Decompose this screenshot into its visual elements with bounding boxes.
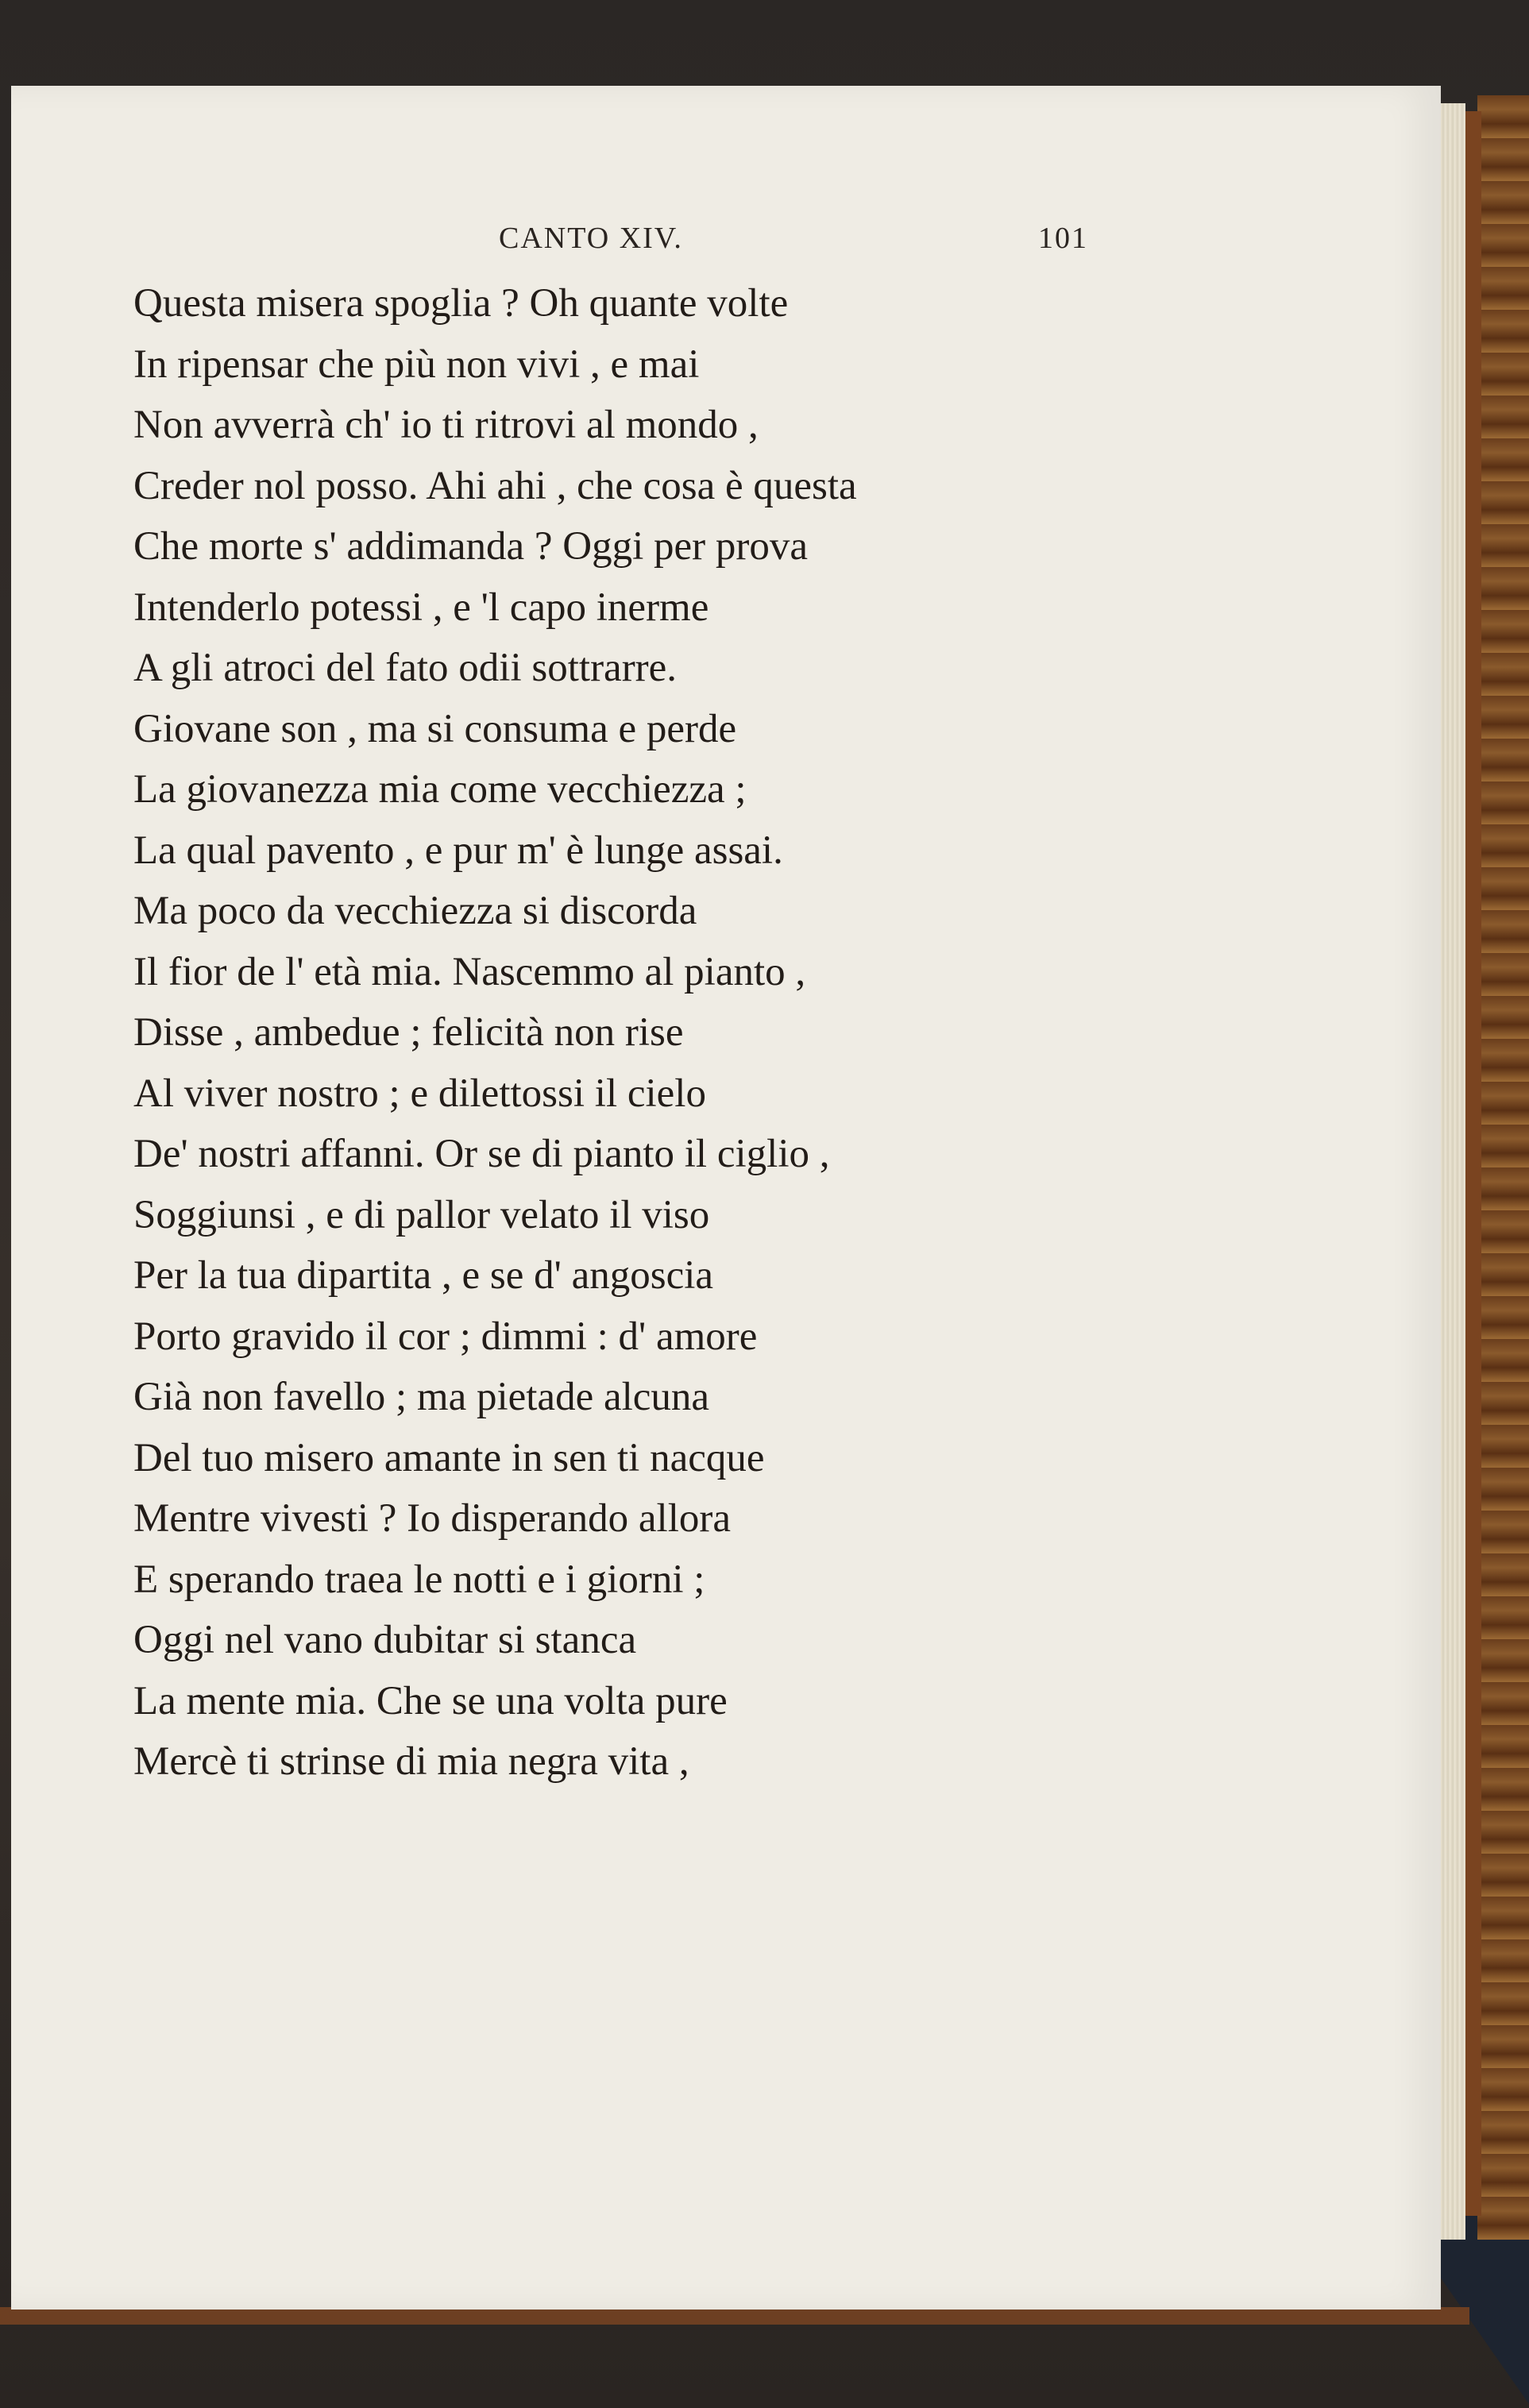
running-head: CANTO XIV. (499, 222, 683, 255)
verse-line: De' nostri affanni. Or se di pianto il ciglio , (133, 1132, 830, 1176)
verse-line: Mentre vivesti ? Io disperando allora (133, 1496, 732, 1541)
verse-line: Porto gravido il cor ; dimmi : d' amore (133, 1314, 758, 1359)
verse-line: Mercè ti strinse di mia negra vita , (133, 1739, 689, 1784)
verse-line: Che morte s' addimanda ? Oggi per prova (133, 524, 809, 569)
book-cover-bottom (0, 2307, 1469, 2325)
verse-line: Intenderlo potessi , e 'l capo inerme (133, 585, 709, 630)
page-number: 101 (1038, 222, 1088, 255)
verse-line: E sperando traea le notti e i giorni ; (133, 1557, 705, 1602)
verse-line: La mente mia. Che se una volta pure (133, 1678, 728, 1723)
verse-line: Non avverrà ch' io ti ritrovi al mondo , (133, 403, 759, 447)
verse-text (133, 273, 1166, 1792)
verse-line: Ma poco da vecchiezza si discorda (133, 889, 697, 933)
verse-line: Giovane son , ma si consuma e perde (133, 706, 737, 751)
verse-line: Del tuo misero amante in sen ti nacque (133, 1435, 765, 1480)
book-spine (1477, 95, 1529, 2240)
verse-line: In ripensar che più non vivi , e mai (133, 342, 700, 387)
verse-line: A gli atroci del fato odii sottrarre. (133, 646, 678, 690)
verse-line: La qual pavento , e pur m' è lunge assai. (133, 828, 783, 873)
verse-line: Questa misera spoglia ? Oh quante volte (133, 281, 789, 326)
verse-line: Per la tua dipartita , e se d' angoscia (133, 1253, 714, 1298)
verse-line: Creder nol posso. Ahi ahi , che cosa è questa (133, 463, 857, 508)
verse-line: La giovanezza mia come vecchiezza ; (133, 767, 747, 812)
verse-line: Soggiunsi , e di pallor velato il viso (133, 1192, 710, 1237)
verse-line: Oggi nel vano dubitar si stanca (133, 1618, 637, 1662)
verse-line: Già non favello ; ma pietade alcuna (133, 1375, 710, 1419)
verse-line: Il fior de l' età mia. Nascemmo al pianto , (133, 949, 806, 994)
verse-line: Disse , ambedue ; felicità non rise (133, 1010, 684, 1055)
verse-line: Al viver nostro ; e dilettossi il cielo (133, 1071, 706, 1116)
